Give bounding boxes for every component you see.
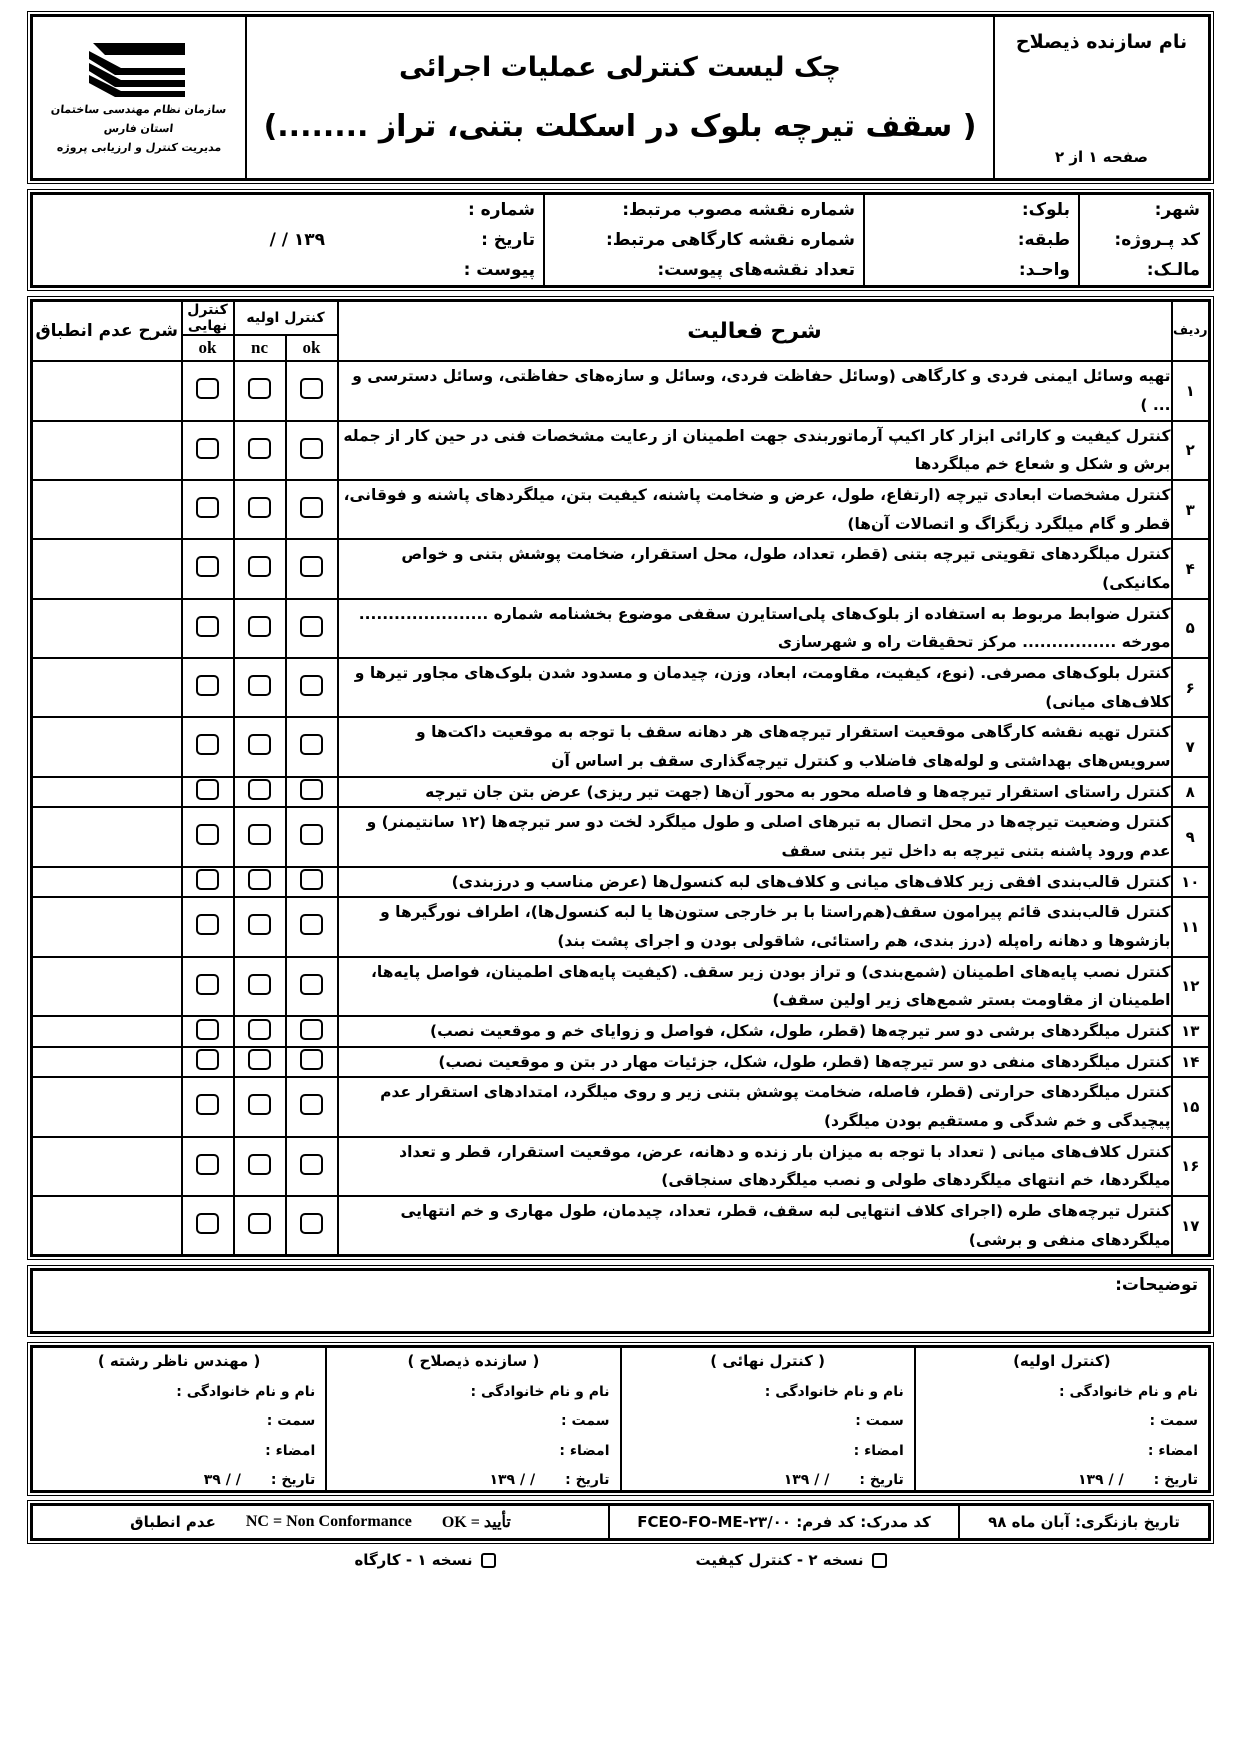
nonconformance-description-cell[interactable] bbox=[32, 658, 182, 717]
checkbox-initial-ok[interactable] bbox=[300, 1094, 323, 1115]
legend-revision-date: تاریخ بازنگری: آبان ماه ۹۸ bbox=[958, 1506, 1208, 1538]
page-number-label: صفحه ۱ از ۲ bbox=[1055, 148, 1148, 166]
checklist-table-head bbox=[32, 301, 1210, 362]
legend-nc-definition: NC = Non Conformance bbox=[245, 1513, 412, 1531]
nonconformance-description-cell[interactable] bbox=[32, 717, 182, 776]
checkbox-initial-ok-cell[interactable] bbox=[286, 599, 338, 658]
checkbox-initial-ok[interactable] bbox=[300, 734, 323, 755]
organization-logo-cell bbox=[33, 17, 245, 178]
field-project-code-label: کد پـروژه: bbox=[1114, 230, 1200, 250]
checkbox-final-ok[interactable] bbox=[196, 378, 219, 399]
checkbox-initial-ok[interactable] bbox=[300, 1154, 323, 1175]
signature-date-year[interactable]: / / ۱۳۹ bbox=[783, 1472, 830, 1489]
checkbox-final-ok[interactable] bbox=[196, 734, 219, 755]
signature-date-year[interactable]: / / ۱۳۹ bbox=[1077, 1472, 1124, 1489]
row-activity-description: کنترل قالب‌بندی قائم پیرامون سقف(هم‌راستا با بر خارجی ستون‌ها یا لبه کنسول‌ها)، اطراف نورگیرها و بازشوها و دهانه راه‌پله (درز بندی، هم راستائی، شاقولی بودن و اجرای پشت بند) bbox=[338, 897, 1172, 956]
row-number: ۳ bbox=[1172, 480, 1210, 539]
nonconformance-description-cell[interactable] bbox=[32, 1047, 182, 1078]
checkbox-final-ok-cell[interactable] bbox=[182, 717, 234, 776]
table-row bbox=[32, 658, 1210, 717]
signature-position-label[interactable]: سمت : bbox=[561, 1413, 610, 1430]
signature-position-label[interactable]: سمت : bbox=[266, 1413, 316, 1430]
field-number-label: شماره : bbox=[467, 200, 535, 220]
checkbox-initial-nc[interactable] bbox=[248, 1049, 271, 1070]
signature-date-label: تاریخ : bbox=[270, 1472, 316, 1489]
checkbox-initial-nc-cell[interactable] bbox=[234, 1016, 286, 1047]
nonconformance-description-cell[interactable] bbox=[32, 480, 182, 539]
nonconformance-description-cell[interactable] bbox=[32, 421, 182, 480]
row-activity-description: کنترل تیرچه‌های طره (اجرای کلاف انتهایی لبه سقف، قطر، تعداد، چیدمان، طول مهاری و خم انتهایی میلگردهای منفی و برشی) bbox=[338, 1196, 1172, 1256]
engineering-org-logo-icon bbox=[85, 41, 193, 97]
checkbox-initial-nc-cell[interactable] bbox=[234, 807, 286, 866]
field-number-value[interactable] bbox=[41, 200, 335, 220]
checkbox-initial-nc[interactable] bbox=[248, 974, 271, 995]
checkbox-initial-ok[interactable] bbox=[300, 497, 323, 518]
checkbox-initial-ok[interactable] bbox=[300, 1213, 323, 1234]
checkbox-initial-ok[interactable] bbox=[300, 974, 323, 995]
row-activity-description: کنترل مشخصات ابعادی تیرچه (ارتفاع، طول، عرض و ضخامت پاشنه، کیفیت بتن، میلگردهای پاشنه و فوقانی، قطر و گام میلگرد زیگزاگ و اتصالات آن‌ها) bbox=[338, 480, 1172, 539]
info-col-block bbox=[863, 195, 1078, 285]
signature-sign-label[interactable]: امضاء : bbox=[1147, 1442, 1198, 1459]
checkbox-final-ok-cell[interactable] bbox=[182, 777, 234, 808]
signature-date-label: تاریخ : bbox=[1153, 1472, 1198, 1489]
copy2-label: نسخه ۲ - کنترل کیفیت bbox=[695, 1551, 864, 1570]
info-col-city bbox=[1078, 195, 1208, 285]
row-activity-description: کنترل میلگردهای برشی دو سر تیرچه‌ها (قطر، طول، شکل، فواصل و زوایای خم و موقعیت نصب) bbox=[338, 1016, 1172, 1047]
title-block bbox=[30, 14, 1211, 181]
signature-name-label[interactable]: نام و نام خانوادگی : bbox=[176, 1383, 316, 1400]
checkbox-initial-ok-cell[interactable] bbox=[286, 480, 338, 539]
signature-column bbox=[325, 1348, 619, 1490]
signature-column bbox=[33, 1348, 325, 1490]
nonconformance-description-cell[interactable] bbox=[32, 1016, 182, 1047]
checkbox-initial-nc[interactable] bbox=[248, 1019, 271, 1040]
signature-column bbox=[914, 1348, 1208, 1490]
checkbox-initial-ok-cell[interactable] bbox=[286, 957, 338, 1016]
checkbox-initial-nc[interactable] bbox=[248, 556, 271, 577]
row-number: ۹ bbox=[1172, 807, 1210, 866]
checkbox-final-ok-cell[interactable] bbox=[182, 897, 234, 956]
checkbox-initial-nc-cell[interactable] bbox=[234, 1047, 286, 1078]
signature-role-title: (کنترل اولیه) bbox=[1013, 1352, 1111, 1371]
checkbox-final-ok-cell[interactable] bbox=[182, 599, 234, 658]
checkbox-final-ok[interactable] bbox=[196, 1094, 219, 1115]
checklist-table bbox=[30, 299, 1211, 1257]
logo-org-line1: سازمان نظام مهندسی ساختمان bbox=[50, 103, 228, 116]
row-activity-description: کنترل وضعیت تیرچه‌ها در محل اتصال به تیرهای اصلی و طول میلگرد لخت دو سر تیرچه‌ها (۱۲ سانتیمنر) و عدم ورود پاشنه بتنی تیرچه به داخل تیر بتنی سقف bbox=[338, 807, 1172, 866]
checkbox-initial-ok-cell[interactable] bbox=[286, 421, 338, 480]
table-row bbox=[32, 1016, 1210, 1047]
table-row bbox=[32, 1077, 1210, 1136]
signature-name-label[interactable]: نام و نام خانوادگی : bbox=[1058, 1383, 1198, 1400]
checkbox-final-ok[interactable] bbox=[196, 556, 219, 577]
signature-date-row[interactable] bbox=[632, 1472, 904, 1488]
field-attachment-label: پیوست : bbox=[463, 260, 535, 280]
field-attached-drawings-count-label: تعداد نقشه‌های پیوست: bbox=[657, 260, 855, 280]
row-number: ۱۵ bbox=[1172, 1077, 1210, 1136]
field-unit-label: واحـد: bbox=[1018, 260, 1070, 280]
nonconformance-description-cell[interactable] bbox=[32, 1196, 182, 1256]
row-number: ۱ bbox=[1172, 361, 1210, 420]
manufacturer-label: نام سازنده ذیصلاح bbox=[1015, 31, 1188, 53]
row-number: ۱۴ bbox=[1172, 1047, 1210, 1078]
table-row bbox=[32, 717, 1210, 776]
checkbox-initial-nc-cell[interactable] bbox=[234, 361, 286, 420]
checkbox-final-ok-cell[interactable] bbox=[182, 658, 234, 717]
checkbox-final-ok[interactable] bbox=[196, 1019, 219, 1040]
checkbox-initial-nc-cell[interactable] bbox=[234, 717, 286, 776]
checkbox-initial-nc-cell[interactable] bbox=[234, 777, 286, 808]
logo-org-line3: مدیریت کنترل و ارزیابی پروژه bbox=[56, 141, 222, 154]
field-block-label: بلوک: bbox=[1021, 200, 1070, 220]
checkbox-final-ok[interactable] bbox=[196, 869, 219, 890]
checkbox-final-ok-cell[interactable] bbox=[182, 421, 234, 480]
checkbox-final-ok-cell[interactable] bbox=[182, 1016, 234, 1047]
nonconformance-description-cell[interactable] bbox=[32, 599, 182, 658]
checkbox-initial-nc-cell[interactable] bbox=[234, 658, 286, 717]
table-row bbox=[32, 539, 1210, 598]
checkbox-initial-nc-cell[interactable] bbox=[234, 539, 286, 598]
checkbox-initial-nc[interactable] bbox=[248, 616, 271, 637]
checkbox-initial-ok[interactable] bbox=[300, 914, 323, 935]
header-row-number: ردیف bbox=[1172, 301, 1210, 362]
copy-option-workshop[interactable] bbox=[354, 1551, 495, 1569]
checkbox-final-ok-cell[interactable] bbox=[182, 807, 234, 866]
checkbox-initial-nc-cell[interactable] bbox=[234, 1077, 286, 1136]
row-number: ۱۲ bbox=[1172, 957, 1210, 1016]
nonconformance-description-cell[interactable] bbox=[32, 777, 182, 808]
field-city-label: شهر: bbox=[1154, 200, 1200, 220]
checkbox-initial-nc[interactable] bbox=[248, 1154, 271, 1175]
header-ok-initial: ok bbox=[286, 335, 338, 361]
copy1-label: نسخه ۱ - کارگاه bbox=[354, 1551, 473, 1570]
row-number: ۲ bbox=[1172, 421, 1210, 480]
info-col-drawings bbox=[543, 195, 863, 285]
row-number: ۱۱ bbox=[1172, 897, 1210, 956]
row-activity-description: کنترل ضوابط مربوط به استفاده از بلوک‌های پلی‌استایرن سقفی موضوع بخشنامه شماره ...................... مورخه ................ مرکز تحقیقات راه و شهرسازی bbox=[338, 599, 1172, 658]
checklist-table-body bbox=[32, 361, 1210, 1256]
checkbox-final-ok[interactable] bbox=[196, 1049, 219, 1070]
row-activity-description: کنترل نصب پایه‌های اطمینان (شمع‌بندی) و تراز بودن زیر سقف. (کیفیت پایه‌های اطمینان، فواصل پایه‌ها، اطمینان از مقاومت بستر شمع‌های زیر اولین سقف) bbox=[338, 957, 1172, 1016]
checkbox-initial-nc-cell[interactable] bbox=[234, 1196, 286, 1256]
header-nonconformance: شرح عدم انطباق bbox=[32, 301, 182, 362]
checkbox-initial-ok[interactable] bbox=[300, 1049, 323, 1070]
signature-date-label: تاریخ : bbox=[859, 1472, 904, 1489]
field-owner-label: مالـک: bbox=[1146, 260, 1200, 280]
checkbox-initial-nc[interactable] bbox=[248, 497, 271, 518]
row-number: ۱۳ bbox=[1172, 1016, 1210, 1047]
row-activity-description: کنترل تهیه نقشه کارگاهی موقعیت استقرار تیرچه‌های هر دهانه سقف با توجه به موقعیت داکت‌ها و سرویس‌های بهداشتی و لوله‌های فاضلاب و کنترل تیرچه‌گذاری سقف بر اساس آن bbox=[338, 717, 1172, 776]
nonconformance-description-cell[interactable] bbox=[32, 539, 182, 598]
checkbox-initial-ok-cell[interactable] bbox=[286, 717, 338, 776]
checkbox-icon[interactable] bbox=[481, 1553, 496, 1568]
checkbox-final-ok-cell[interactable] bbox=[182, 1196, 234, 1256]
signature-date-year[interactable]: / / ۳۹ bbox=[203, 1472, 241, 1489]
info-col-document bbox=[33, 195, 543, 285]
checkbox-initial-ok[interactable] bbox=[300, 869, 323, 890]
checkbox-initial-ok-cell[interactable] bbox=[286, 361, 338, 420]
checkbox-final-ok[interactable] bbox=[196, 914, 219, 935]
checkbox-initial-nc[interactable] bbox=[248, 914, 271, 935]
field-date-row bbox=[33, 230, 543, 250]
checkbox-initial-ok-cell[interactable] bbox=[286, 1196, 338, 1256]
row-number: ۶ bbox=[1172, 658, 1210, 717]
field-number-row bbox=[33, 200, 543, 220]
signature-date-row[interactable] bbox=[926, 1472, 1198, 1488]
row-number: ۱۷ bbox=[1172, 1196, 1210, 1256]
table-row bbox=[32, 480, 1210, 539]
signature-name-label[interactable]: نام و نام خانوادگی : bbox=[764, 1383, 904, 1400]
checklist-title: چک لیست کنترلی عملیات اجرائی bbox=[399, 51, 841, 83]
legend-nonconformance-label: عدم انطباق bbox=[130, 1513, 216, 1532]
table-row bbox=[32, 897, 1210, 956]
row-activity-description: تهیه وسائل ایمنی فردی و کارگاهی (وسائل حفاظت فردی، وسائل و سازه‌های حفاظتی، وسائل دسترسی و ... ) bbox=[338, 361, 1172, 420]
checkbox-initial-ok[interactable] bbox=[300, 779, 323, 800]
nonconformance-description-cell[interactable] bbox=[32, 957, 182, 1016]
checkbox-initial-nc-cell[interactable] bbox=[234, 867, 286, 898]
table-row bbox=[32, 599, 1210, 658]
signature-sign-label[interactable]: امضاء : bbox=[265, 1442, 316, 1459]
checkbox-initial-nc[interactable] bbox=[248, 378, 271, 399]
signature-position-label[interactable]: سمت : bbox=[855, 1413, 904, 1430]
checkbox-initial-nc-cell[interactable] bbox=[234, 421, 286, 480]
checkbox-initial-nc[interactable] bbox=[248, 869, 271, 890]
manufacturer-cell bbox=[993, 17, 1208, 178]
signature-role-title: ( کنترل نهائی ) bbox=[710, 1352, 825, 1371]
signature-date-label: تاریخ : bbox=[565, 1472, 610, 1489]
checkbox-initial-ok[interactable] bbox=[300, 556, 323, 577]
checkbox-initial-ok[interactable] bbox=[300, 378, 323, 399]
nonconformance-description-cell[interactable] bbox=[32, 807, 182, 866]
checkbox-final-ok[interactable] bbox=[196, 824, 219, 845]
row-activity-description: کنترل کیفیت و کارائی ابزار کار اکیپ آرماتوربندی جهت اطمینان از رعایت مشخصات فنی در حین کار از جمله برش و شکل و شعاع خم میلگردها bbox=[338, 421, 1172, 480]
row-activity-description: کنترل کلاف‌های میانی ( تعداد با توجه به میزان بار زنده و دهانه، عرض، موقعیت استقرار، قطر و تعداد میلگردها، خم انتهای میلگردهای طولی و نصب میلگردهای سنجاقی) bbox=[338, 1137, 1172, 1196]
copies-row bbox=[30, 1551, 1211, 1569]
row-activity-description: کنترل میلگردهای منفی دو سر تیرچه‌ها (قطر، طول، شکل، جزئیات مهار در بتن و موقعیت نصب) bbox=[338, 1047, 1172, 1078]
checkbox-final-ok-cell[interactable] bbox=[182, 1047, 234, 1078]
checkbox-final-ok[interactable] bbox=[196, 1213, 219, 1234]
signature-role-title: ( مهندس ناظر رشته ) bbox=[97, 1352, 261, 1371]
checkbox-initial-nc-cell[interactable] bbox=[234, 957, 286, 1016]
checkbox-final-ok[interactable] bbox=[196, 779, 219, 800]
row-number: ۱۶ bbox=[1172, 1137, 1210, 1196]
checkbox-initial-nc[interactable] bbox=[248, 438, 271, 459]
checkbox-final-ok-cell[interactable] bbox=[182, 1077, 234, 1136]
row-number: ۵ bbox=[1172, 599, 1210, 658]
signature-block bbox=[30, 1345, 1211, 1493]
checkbox-final-ok-cell[interactable] bbox=[182, 957, 234, 1016]
signature-date-row[interactable] bbox=[337, 1472, 609, 1488]
table-row bbox=[32, 1196, 1210, 1256]
signature-name-label[interactable]: نام و نام خانوادگی : bbox=[470, 1383, 610, 1400]
checkbox-final-ok[interactable] bbox=[196, 616, 219, 637]
checkbox-initial-nc-cell[interactable] bbox=[234, 1137, 286, 1196]
table-row bbox=[32, 361, 1210, 420]
checkbox-final-ok[interactable] bbox=[196, 974, 219, 995]
field-attachment-row bbox=[33, 260, 543, 280]
nonconformance-description-cell[interactable] bbox=[32, 1077, 182, 1136]
checkbox-initial-ok-cell[interactable] bbox=[286, 1047, 338, 1078]
checkbox-initial-ok[interactable] bbox=[300, 675, 323, 696]
checkbox-initial-ok-cell[interactable] bbox=[286, 867, 338, 898]
title-cell bbox=[245, 17, 993, 178]
field-workshop-drawing-label: شماره نقشه کارگاهی مرتبط: bbox=[605, 230, 855, 250]
table-row bbox=[32, 777, 1210, 808]
checkbox-initial-ok-cell[interactable] bbox=[286, 897, 338, 956]
checkbox-final-ok-cell[interactable] bbox=[182, 361, 234, 420]
checkbox-final-ok[interactable] bbox=[196, 675, 219, 696]
checkbox-initial-ok-cell[interactable] bbox=[286, 777, 338, 808]
table-row bbox=[32, 1047, 1210, 1078]
legend-block bbox=[30, 1503, 1211, 1541]
checkbox-final-ok[interactable] bbox=[196, 1154, 219, 1175]
checkbox-final-ok[interactable] bbox=[196, 438, 219, 459]
checklist-subtitle: ( سقف تیرچه بلوک در اسکلت بتنی، تراز ........) bbox=[263, 108, 977, 144]
checkbox-initial-ok-cell[interactable] bbox=[286, 1077, 338, 1136]
nonconformance-description-cell[interactable] bbox=[32, 361, 182, 420]
checkbox-final-ok[interactable] bbox=[196, 497, 219, 518]
checkbox-final-ok-cell[interactable] bbox=[182, 1137, 234, 1196]
checkbox-initial-ok-cell[interactable] bbox=[286, 1137, 338, 1196]
checkbox-initial-ok-cell[interactable] bbox=[286, 539, 338, 598]
header-ok-final: ok bbox=[182, 335, 234, 361]
table-row bbox=[32, 421, 1210, 480]
checkbox-initial-ok[interactable] bbox=[300, 616, 323, 637]
copy-option-quality-control[interactable] bbox=[696, 1551, 887, 1569]
nonconformance-description-cell[interactable] bbox=[32, 1137, 182, 1196]
logo-org-line2: استان فارس bbox=[103, 122, 175, 135]
table-row bbox=[32, 807, 1210, 866]
row-activity-description: کنترل راستای استقرار تیرچه‌ها و فاصله محور به محور آن‌ها (جهت تیر ریزی) عرض بتن جان تیرچه bbox=[338, 777, 1172, 808]
legend-ok-definition: تأیید = OK bbox=[441, 1514, 511, 1532]
project-info-block bbox=[30, 192, 1211, 288]
table-row bbox=[32, 867, 1210, 898]
checkbox-final-ok-cell[interactable] bbox=[182, 539, 234, 598]
header-activity: شرح فعالیت bbox=[338, 301, 1172, 362]
row-activity-description: کنترل قالب‌بندی افقی زیر کلاف‌های میانی و کلاف‌های لبه کنسول‌ها (عرض مناسب و درزبندی) bbox=[338, 867, 1172, 898]
checkbox-final-ok-cell[interactable] bbox=[182, 480, 234, 539]
checkbox-final-ok-cell[interactable] bbox=[182, 867, 234, 898]
header-initial-control: کنترل اولیه bbox=[234, 301, 338, 336]
header-nc-initial: nc bbox=[234, 335, 286, 361]
row-number: ۸ bbox=[1172, 777, 1210, 808]
checkbox-initial-ok-cell[interactable] bbox=[286, 1016, 338, 1047]
row-activity-description: کنترل میلگردهای حرارتی (قطر، فاصله، ضخامت پوشش بتنی زیر و روی میلگرد، امتدادهای استقرار عدم پیچیدگی و خم شدگی و مستقیم بودن میلگرد) bbox=[338, 1077, 1172, 1136]
field-attachment-value[interactable] bbox=[41, 260, 335, 280]
checkbox-initial-nc[interactable] bbox=[248, 824, 271, 845]
checkbox-initial-ok[interactable] bbox=[300, 438, 323, 459]
checkbox-initial-nc-cell[interactable] bbox=[234, 897, 286, 956]
field-date-value[interactable]: ۱۳۹ / / bbox=[269, 230, 325, 250]
signature-sign-label[interactable]: امضاء : bbox=[559, 1442, 610, 1459]
header-final-control: کنترل نهایی bbox=[182, 301, 234, 336]
checkbox-initial-nc[interactable] bbox=[248, 1213, 271, 1234]
field-date-label: تاریخ : bbox=[481, 230, 535, 250]
signature-date-year[interactable]: / / ۱۳۹ bbox=[489, 1472, 536, 1489]
legend-document-code: کد مدرک: کد فرم: FCEO-FO-ME-۲۳/۰۰ bbox=[608, 1506, 958, 1538]
checkbox-initial-ok[interactable] bbox=[300, 1019, 323, 1040]
checkbox-initial-nc[interactable] bbox=[248, 1094, 271, 1115]
checkbox-initial-nc[interactable] bbox=[248, 675, 271, 696]
checkbox-initial-ok-cell[interactable] bbox=[286, 807, 338, 866]
row-number: ۴ bbox=[1172, 539, 1210, 598]
row-number: ۱۰ bbox=[1172, 867, 1210, 898]
row-number: ۷ bbox=[1172, 717, 1210, 776]
checkbox-initial-ok[interactable] bbox=[300, 824, 323, 845]
checkbox-initial-nc-cell[interactable] bbox=[234, 599, 286, 658]
signature-column bbox=[620, 1348, 914, 1490]
field-approved-drawing-label: شماره نقشه مصوب مرتبط: bbox=[622, 200, 855, 220]
nonconformance-description-cell[interactable] bbox=[32, 867, 182, 898]
checkbox-initial-nc[interactable] bbox=[248, 734, 271, 755]
checkbox-initial-ok-cell[interactable] bbox=[286, 658, 338, 717]
signature-position-label[interactable]: سمت : bbox=[1149, 1413, 1198, 1430]
field-floor-label: طبقه: bbox=[1017, 230, 1070, 250]
notes-label: توضیحات: bbox=[1115, 1275, 1198, 1296]
legend-definitions bbox=[33, 1506, 608, 1538]
checkbox-icon[interactable] bbox=[872, 1553, 887, 1568]
table-row bbox=[32, 957, 1210, 1016]
table-row bbox=[32, 1137, 1210, 1196]
signature-role-title: ( سازنده ذیصلاح ) bbox=[407, 1352, 540, 1371]
table-header-row bbox=[32, 301, 1210, 336]
signature-sign-label[interactable]: امضاء : bbox=[853, 1442, 904, 1459]
nonconformance-description-cell[interactable] bbox=[32, 897, 182, 956]
checkbox-initial-nc[interactable] bbox=[248, 779, 271, 800]
checkbox-initial-nc-cell[interactable] bbox=[234, 480, 286, 539]
row-activity-description: کنترل میلگردهای تقویتی تیرچه بتنی (قطر، تعداد، طول، محل استقرار، ضخامت پوشش بتنی و خواص مکانیکی) bbox=[338, 539, 1172, 598]
row-activity-description: کنترل بلوک‌های مصرفی. (نوع، کیفیت، مقاومت، ابعاد، وزن، چیدمان و مسدود شدن بلوک‌های مجاور تیرها و کلاف‌های میانی) bbox=[338, 658, 1172, 717]
notes-block[interactable] bbox=[30, 1268, 1211, 1334]
signature-date-row[interactable] bbox=[43, 1472, 315, 1488]
